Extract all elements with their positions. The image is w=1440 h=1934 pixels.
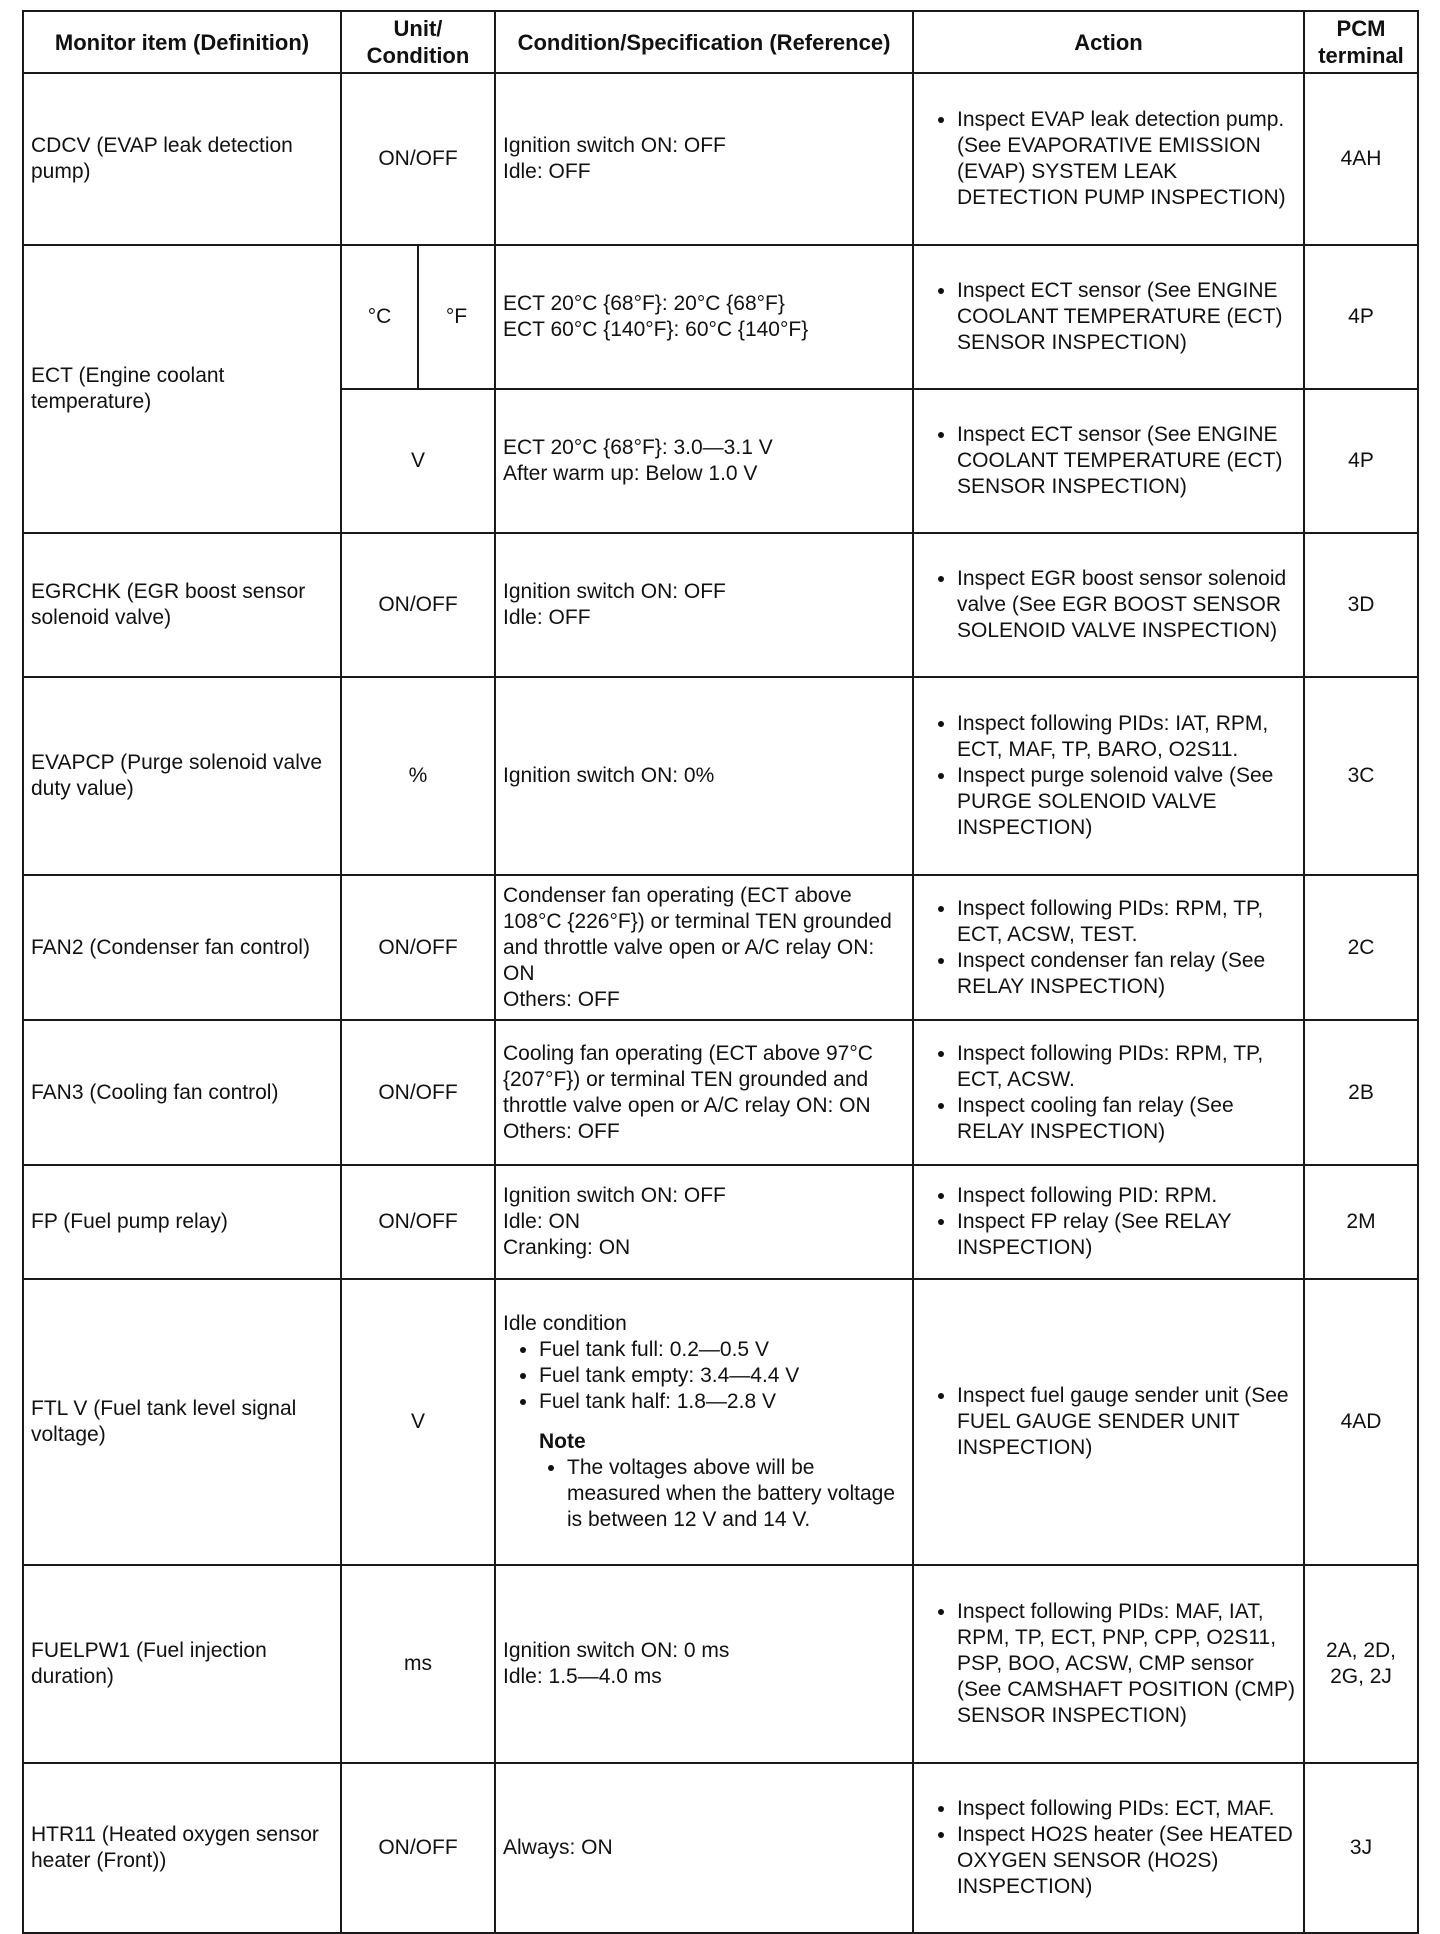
monitor-item-cell: FAN2 (Condenser fan control) <box>23 875 341 1020</box>
unit-cell: ON/OFF <box>341 875 495 1020</box>
action-cell <box>913 389 1304 533</box>
condition-line: Cooling fan operating (ECT above 97°C {207°F}) or terminal TEN grounded and throttle valve open or A/C relay ON: ON <box>503 1041 873 1117</box>
condition-line: After warm up: Below 1.0 V <box>503 462 758 485</box>
action-item: • Inspect fuel gauge sender unit (See FUEL GAUGE SENDER UNIT INSPECTION) <box>957 1383 1296 1461</box>
condition-line: Ignition switch ON: 0 ms <box>503 1639 730 1662</box>
condition-line: Cranking: ON <box>503 1236 631 1259</box>
condition-cell <box>495 875 913 1020</box>
unit-cell: % <box>341 677 495 875</box>
action-item: • Inspect EGR boost sensor solenoid valve (See EGR BOOST SENSOR SOLENOID VALVE INSPECTION) <box>957 566 1296 644</box>
condition-line: Ignition switch ON: OFF <box>503 134 726 157</box>
pcm-terminal-cell: 2A, 2D, 2G, 2J <box>1304 1565 1418 1763</box>
unit-cell: ON/OFF <box>341 73 495 245</box>
action-cell <box>913 73 1304 245</box>
condition-line: ECT 20°C {68°F}: 20°C {68°F} <box>503 292 785 315</box>
condition-line: Idle: ON <box>503 1210 581 1233</box>
pcm-terminal-cell: 3J <box>1304 1763 1418 1933</box>
monitor-item-cell: EGRCHK (EGR boost sensor solenoid valve) <box>23 533 341 677</box>
condition-cell <box>495 389 913 533</box>
pcm-terminal-cell: 4AH <box>1304 73 1418 245</box>
condition-cell <box>495 73 913 245</box>
header-unit-condition: Unit/ Condition <box>341 11 495 73</box>
condition-cell <box>495 1763 913 1933</box>
monitor-item-cell: FP (Fuel pump relay) <box>23 1165 341 1279</box>
action-cell <box>913 1165 1304 1279</box>
condition-cell <box>495 1279 913 1565</box>
header-action: Action <box>913 11 1304 73</box>
unit-cell: ON/OFF <box>341 1165 495 1279</box>
table-row <box>23 73 1418 245</box>
condition-line: Ignition switch ON: OFF <box>503 1184 726 1207</box>
condition-line: ECT 60°C {140°F}: 60°C {140°F} <box>503 318 809 341</box>
unit-cell: ON/OFF <box>341 1763 495 1933</box>
monitor-item-cell: CDCV (EVAP leak detection pump) <box>23 73 341 245</box>
note-text: • The voltages above will be measured when the battery voltage is between 12 V and 14 V. <box>567 1455 905 1533</box>
condition-line: Idle: OFF <box>503 606 591 629</box>
action-item: • Inspect condenser fan relay (See RELAY INSPECTION) <box>957 948 1296 1000</box>
header-pcm-terminal: PCM terminal <box>1304 11 1418 73</box>
table-row <box>23 1565 1418 1763</box>
condition-line: Always: ON <box>503 1836 613 1859</box>
monitor-item-cell: HTR11 (Heated oxygen sensor heater (Front)) <box>23 1763 341 1933</box>
unit-fahrenheit-cell: °F <box>418 245 495 389</box>
table-row <box>23 533 1418 677</box>
condition-cell <box>495 1020 913 1165</box>
unit-cell: ON/OFF <box>341 1020 495 1165</box>
condition-item: • Fuel tank full: 0.2—0.5 V <box>539 1337 905 1363</box>
action-cell <box>913 1279 1304 1565</box>
monitor-item-cell: FAN3 (Cooling fan control) <box>23 1020 341 1165</box>
condition-line: Idle: 1.5—4.0 ms <box>503 1665 662 1688</box>
action-item: • Inspect cooling fan relay (See RELAY INSPECTION) <box>957 1093 1296 1145</box>
action-item: • Inspect ECT sensor (See ENGINE COOLANT TEMPERATURE (ECT) SENSOR INSPECTION) <box>957 278 1296 356</box>
action-item: • Inspect ECT sensor (See ENGINE COOLANT TEMPERATURE (ECT) SENSOR INSPECTION) <box>957 422 1296 500</box>
condition-line: Others: OFF <box>503 987 620 1011</box>
action-item: • Inspect following PID: RPM. <box>957 1183 1296 1209</box>
unit-celsius-cell: °C <box>341 245 418 389</box>
condition-line: Condenser fan operating (ECT above 108°C {226°F}) or terminal TEN grounded and throttle valve open or A/C relay ON: ON <box>503 883 892 985</box>
monitor-item-cell: ECT (Engine coolant temperature) <box>23 245 341 533</box>
action-cell <box>913 1020 1304 1165</box>
table-header-row <box>23 11 1418 73</box>
action-cell <box>913 1565 1304 1763</box>
monitor-item-cell: EVAPCP (Purge solenoid valve duty value) <box>23 677 341 875</box>
pcm-terminal-cell: 4P <box>1304 389 1418 533</box>
table-row <box>23 677 1418 875</box>
condition-item: • Fuel tank empty: 3.4—4.4 V <box>539 1363 905 1389</box>
note-title: Note <box>539 1430 586 1453</box>
action-item: • Inspect following PIDs: RPM, TP, ECT, ACSW. <box>957 1041 1296 1093</box>
condition-item: • Fuel tank half: 1.8—2.8 V <box>539 1389 905 1415</box>
action-item: • Inspect following PIDs: IAT, RPM, ECT, MAF, TP, BARO, O2S11. <box>957 711 1296 763</box>
pcm-terminal-cell: 2M <box>1304 1165 1418 1279</box>
table-row <box>23 245 1418 389</box>
condition-line: Idle: OFF <box>503 160 591 183</box>
pcm-terminal-cell: 3C <box>1304 677 1418 875</box>
action-item: • Inspect purge solenoid valve (See PURGE SOLENOID VALVE INSPECTION) <box>957 763 1296 841</box>
pcm-terminal-cell: 2C <box>1304 875 1418 1020</box>
note-block <box>539 1429 905 1533</box>
header-monitor-item: Monitor item (Definition) <box>23 11 341 73</box>
condition-cell <box>495 677 913 875</box>
action-cell <box>913 1763 1304 1933</box>
pcm-terminal-cell: 4P <box>1304 245 1418 389</box>
unit-cell: ON/OFF <box>341 533 495 677</box>
pcm-terminal-cell: 3D <box>1304 533 1418 677</box>
action-cell <box>913 677 1304 875</box>
table-row <box>23 1763 1418 1933</box>
condition-line: Others: OFF <box>503 1119 620 1143</box>
condition-cell <box>495 533 913 677</box>
unit-cell: V <box>341 1279 495 1565</box>
table-row <box>23 875 1418 1020</box>
condition-cell <box>495 245 913 389</box>
action-item: • Inspect following PIDs: MAF, IAT, RPM, TP, ECT, PNP, CPP, O2S11, PSP, BOO, ACSW, CMP sensor (See CAMSHAFT POSITION (CMP) SENSOR INSPECTION) <box>957 1599 1296 1729</box>
pcm-terminal-cell: 2B <box>1304 1020 1418 1165</box>
action-item: • Inspect following PIDs: ECT, MAF. <box>957 1796 1296 1822</box>
condition-line: ECT 20°C {68°F}: 3.0—3.1 V <box>503 436 773 459</box>
condition-line: Ignition switch ON: 0% <box>503 764 715 787</box>
table-row <box>23 1020 1418 1165</box>
condition-cell <box>495 1165 913 1279</box>
pcm-terminal-cell: 4AD <box>1304 1279 1418 1565</box>
action-cell <box>913 875 1304 1020</box>
header-condition-specification: Condition/Specification (Reference) <box>495 11 913 73</box>
table-row <box>23 1279 1418 1565</box>
action-item: • Inspect following PIDs: RPM, TP, ECT, ACSW, TEST. <box>957 896 1296 948</box>
action-item: • Inspect FP relay (See RELAY INSPECTION) <box>957 1209 1296 1261</box>
table-row <box>23 1165 1418 1279</box>
pid-monitor-table <box>22 10 1419 1934</box>
condition-cell <box>495 1565 913 1763</box>
condition-line: Idle condition <box>503 1312 627 1335</box>
monitor-item-cell: FTL V (Fuel tank level signal voltage) <box>23 1279 341 1565</box>
action-cell <box>913 533 1304 677</box>
unit-cell: V <box>341 389 495 533</box>
condition-line: Ignition switch ON: OFF <box>503 580 726 603</box>
action-item: • Inspect EVAP leak detection pump. (See EVAPORATIVE EMISSION (EVAP) SYSTEM LEAK DETECTION PUMP INSPECTION) <box>957 107 1296 211</box>
action-cell <box>913 245 1304 389</box>
monitor-spec-sheet <box>22 10 1417 1934</box>
action-item: • Inspect HO2S heater (See HEATED OXYGEN SENSOR (HO2S) INSPECTION) <box>957 1822 1296 1900</box>
unit-cell: ms <box>341 1565 495 1763</box>
monitor-item-cell: FUELPW1 (Fuel injection duration) <box>23 1565 341 1763</box>
